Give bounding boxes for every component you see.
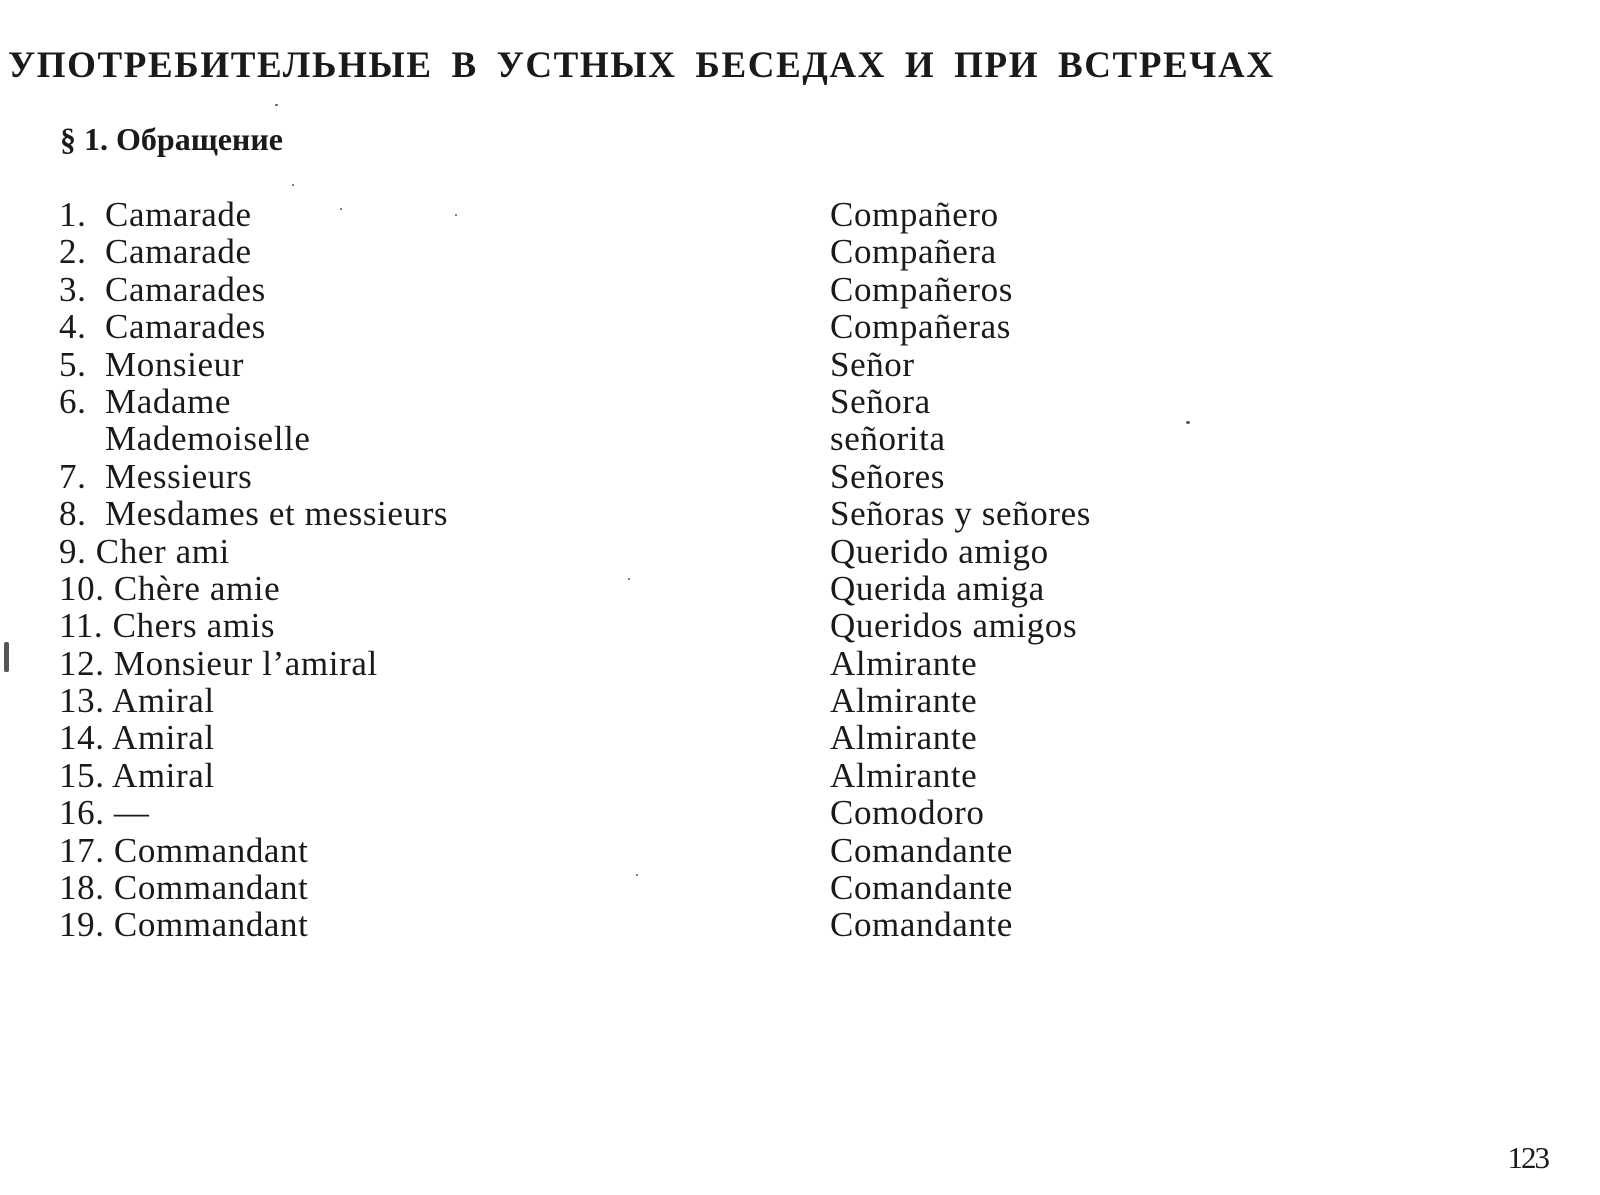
french-term: Messieurs	[105, 456, 253, 496]
scan-speck	[1186, 421, 1190, 424]
phrase-row	[0, 719, 1600, 756]
spanish-term: Señoras y señores	[830, 494, 1091, 534]
french-term: 13. Amiral	[59, 681, 215, 721]
spanish-term: Comandante	[830, 830, 1013, 870]
scan-speck	[4, 642, 9, 672]
scan-speck	[340, 208, 342, 210]
french-term: 9. Cher ami	[59, 531, 230, 571]
page-heading: УПОТРЕБИТЕЛЬНЫЕ В УСТНЫХ БЕСЕДАХ И ПРИ ВСТРЕЧАХ	[8, 45, 1275, 86]
phrase-row	[0, 196, 1600, 233]
phrase-row	[0, 271, 1600, 308]
french-term: Camarades	[105, 269, 266, 309]
phrase-row	[0, 645, 1600, 682]
phrase-row	[0, 607, 1600, 644]
phrase-row	[0, 757, 1600, 794]
phrase-row	[0, 383, 1600, 420]
entry-number: 5.	[59, 344, 87, 384]
spanish-term: Comandante	[830, 868, 1013, 908]
french-term: 18. Commandant	[59, 868, 309, 908]
french-term: 12. Monsieur l’amiral	[59, 643, 378, 683]
phrase-row	[0, 420, 1600, 457]
spanish-term: Almirante	[830, 681, 978, 721]
french-term: Madame	[105, 381, 232, 421]
entry-number: 6.	[59, 381, 87, 421]
spanish-term: Queridos amigos	[830, 606, 1078, 646]
phrase-row	[0, 906, 1600, 943]
french-term: 11. Chers amis	[59, 606, 276, 646]
phrase-row	[0, 308, 1600, 345]
phrase-row	[0, 495, 1600, 532]
spanish-term: Comodoro	[830, 793, 985, 833]
spanish-term: Compañeros	[830, 269, 1013, 309]
french-term: 17. Commandant	[59, 830, 309, 870]
spanish-term: Comandante	[830, 905, 1013, 945]
phrase-row	[0, 682, 1600, 719]
phrase-row	[0, 570, 1600, 607]
phrase-row	[0, 458, 1600, 495]
entry-number: 7.	[59, 456, 87, 496]
spanish-term: Almirante	[830, 718, 978, 758]
entry-number: 8.	[59, 494, 87, 534]
french-term: 10. Chère amie	[59, 568, 281, 608]
spanish-term: Compañero	[830, 195, 999, 234]
french-term: Camarade	[105, 195, 252, 234]
scan-speck	[628, 578, 630, 580]
french-term: Camarade	[105, 232, 252, 272]
phrase-list	[0, 196, 1600, 944]
scan-speck	[275, 104, 278, 106]
phrase-row	[0, 233, 1600, 270]
french-term: Monsieur	[105, 344, 244, 384]
spanish-term: señorita	[830, 419, 946, 459]
entry-number: 1.	[59, 195, 87, 234]
spanish-term: Compañera	[830, 232, 997, 272]
page-number: 123	[1507, 1140, 1548, 1175]
spanish-term: Almirante	[830, 755, 978, 795]
french-term: Mademoiselle	[105, 419, 311, 459]
french-term: 16. —	[59, 793, 150, 833]
phrase-row	[0, 346, 1600, 383]
phrase-row	[0, 832, 1600, 869]
spanish-term: Señores	[830, 456, 946, 496]
french-term: 15. Amiral	[59, 755, 215, 795]
spanish-term: Señora	[830, 381, 931, 421]
spanish-term: Compañeras	[830, 307, 1011, 347]
spanish-term: Querido amigo	[830, 531, 1049, 571]
section-title: § 1. Обращение	[60, 121, 283, 157]
scan-speck	[636, 874, 638, 876]
spanish-term: Querida amiga	[830, 568, 1045, 608]
entry-number: 4.	[59, 307, 87, 347]
scan-speck	[455, 214, 457, 216]
french-term: 14. Amiral	[59, 718, 215, 758]
entry-number: 3.	[59, 269, 87, 309]
french-term: Mesdames et messieurs	[105, 494, 449, 534]
phrase-row	[0, 869, 1600, 906]
spanish-term: Señor	[830, 344, 915, 384]
french-term: 19. Commandant	[59, 905, 309, 945]
phrase-row	[0, 533, 1600, 570]
phrase-row	[0, 794, 1600, 831]
french-term: Camarades	[105, 307, 266, 347]
entry-number: 2.	[59, 232, 87, 272]
scan-speck	[292, 184, 294, 186]
spanish-term: Almirante	[830, 643, 978, 683]
